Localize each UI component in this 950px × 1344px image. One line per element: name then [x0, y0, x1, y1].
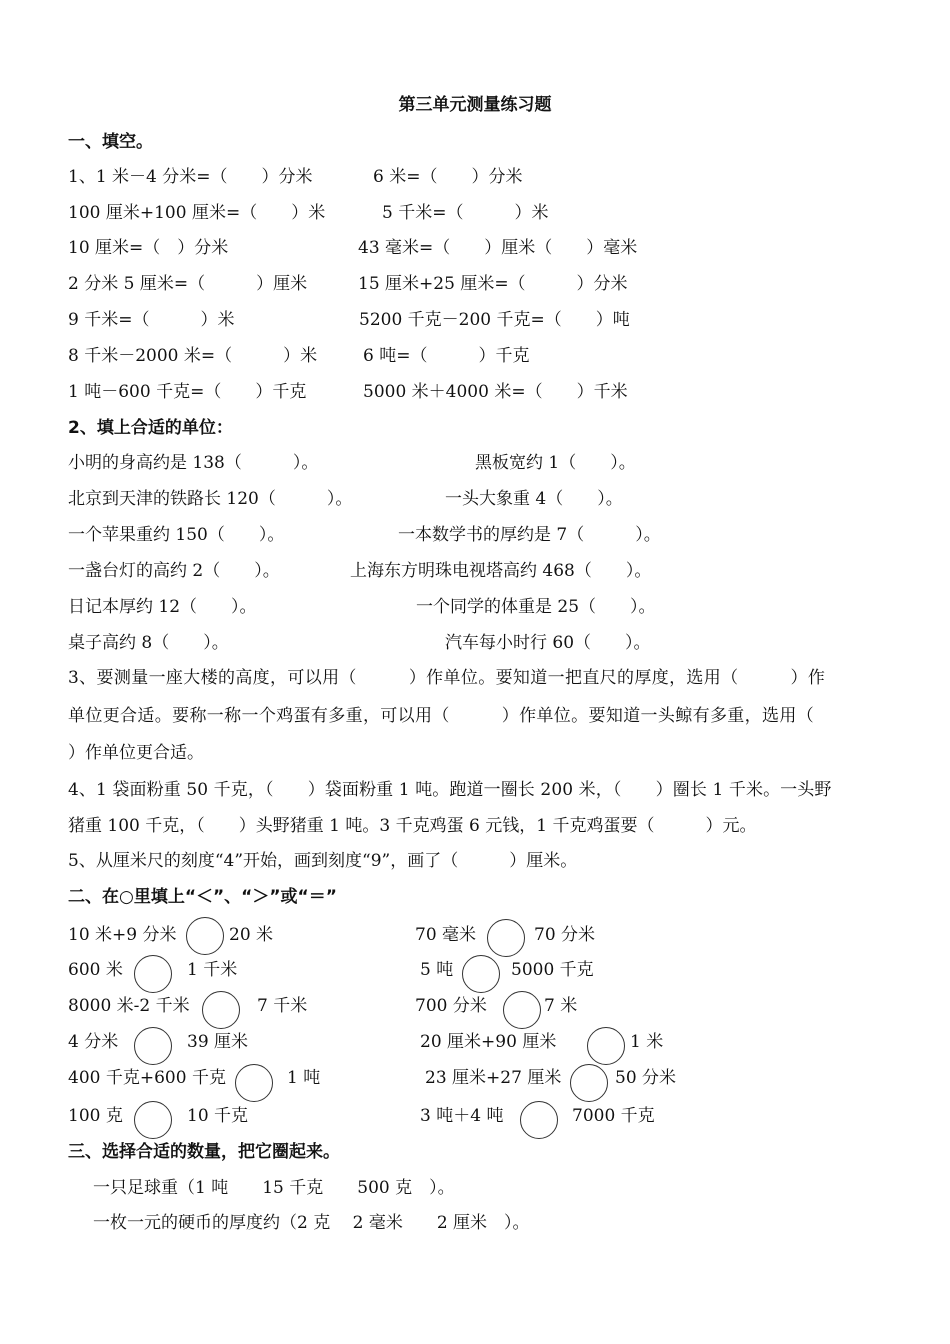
compare-4-b-right: 1 米: [630, 1032, 664, 1052]
q1-row-4-right: 15 厘米+25 厘米=（ ）分米: [358, 274, 628, 294]
q1-row-5-right: 5200 千克－200 千克=（ ）吨: [359, 310, 630, 330]
q1-row-3-left: 10 厘米=（ ）分米: [68, 238, 229, 258]
compare-1-a-right: 20 米: [229, 925, 274, 945]
q2-row-3-left: 一个苹果重约 150（ ）。: [68, 525, 285, 545]
q2-row-5-left: 日记本厚约 12（ ）。: [68, 597, 257, 617]
q2-row-2-right: 一头大象重 4（ ）。: [445, 489, 623, 509]
q1-row-2-right: 5 千米=（ ）米: [382, 203, 549, 223]
compare-4-a-left: 4 分米: [68, 1032, 119, 1052]
compare-2-b-left: 5 吨: [420, 960, 454, 980]
choice-line-1: 一只足球重（1 吨 15 千克 500 克 ）。: [93, 1178, 455, 1198]
answer-circle[interactable]: [503, 991, 541, 1029]
answer-circle[interactable]: [134, 955, 172, 993]
q1-row-1-left: 1、1 米－4 分米=（ ）分米: [68, 167, 313, 187]
compare-2-b-right: 5000 千克: [511, 960, 594, 980]
section-1-heading: 一、填空。: [68, 132, 153, 152]
compare-6-a-right: 10 千克: [187, 1106, 249, 1126]
q1-row-7-right: 5000 米＋4000 米=（ ）千米: [363, 382, 628, 402]
compare-2-a-left: 600 米: [68, 960, 123, 980]
compare-5-b-right: 50 分米: [615, 1068, 677, 1088]
page-title: 第三单元测量练习题: [398, 95, 552, 115]
q5-line: 5、从厘米尺的刻度“4”开始，画到刻度“9”，画了（ ）厘米。: [68, 851, 578, 871]
compare-4-b-left: 20 厘米+90 厘米: [420, 1032, 557, 1052]
answer-circle[interactable]: [134, 1027, 172, 1065]
compare-5-a-left: 400 千克+600 千克: [68, 1068, 226, 1088]
answer-circle[interactable]: [570, 1064, 608, 1102]
q1-row-6-right: 6 吨=（ ）千克: [363, 346, 530, 366]
q2-row-5-right: 一个同学的体重是 25（ ）。: [416, 597, 656, 617]
q2-row-4-left: 一盏台灯的高约 2（ ）。: [68, 561, 280, 581]
q3-line-2: 单位更合适。要称一称一个鸡蛋有多重，可以用（ ）作单位。要知道一头鲸有多重，选用（: [68, 706, 815, 726]
answer-circle[interactable]: [202, 991, 240, 1029]
q2-row-2-left: 北京到天津的铁路长 120（ ）。: [68, 489, 353, 509]
compare-3-a-right: 7 千米: [257, 996, 308, 1016]
compare-1-b-left: 70 毫米: [415, 925, 477, 945]
q1-row-7-left: 1 吨－600 千克=（ ）千克: [68, 382, 307, 402]
answer-circle[interactable]: [520, 1101, 558, 1139]
compare-6-a-left: 100 克: [68, 1106, 123, 1126]
answer-circle[interactable]: [462, 955, 500, 993]
compare-6-b-left: 3 吨＋4 吨: [420, 1106, 504, 1126]
q1-row-5-left: 9 千米=（ ）米: [68, 310, 235, 330]
q2-row-1-right: 黑板宽约 1（ ）。: [475, 453, 636, 473]
q2-row-1-left: 小明的身高约是 138（ ）。: [68, 453, 319, 473]
compare-6-b-right: 7000 千克: [572, 1106, 655, 1126]
q4-line-2: 猪重 100 千克，（ ）头野猪重 1 吨。3 千克鸡蛋 6 元钱，1 千克鸡蛋要（ ）元。: [68, 816, 757, 836]
compare-3-a-left: 8000 米-2 千米: [68, 996, 190, 1016]
answer-circle[interactable]: [186, 917, 224, 955]
section-2-heading: 二、在○里填上“＜”、“＞”或“＝”: [68, 887, 337, 907]
compare-4-a-right: 39 厘米: [187, 1032, 249, 1052]
q2-heading: 2、填上合适的单位：: [68, 418, 233, 438]
section-3-heading: 三、选择合适的数量，把它圈起来。: [68, 1142, 340, 1162]
answer-circle[interactable]: [487, 919, 525, 957]
compare-3-b-left: 700 分米: [415, 996, 487, 1016]
q3-line-1: 3、要测量一座大楼的高度，可以用（ ）作单位。要知道一把直尺的厚度，选用（ ）作: [68, 668, 826, 688]
q1-row-1-right: 6 米=（ ）分米: [373, 167, 523, 187]
q2-row-4-right: 上海东方明珠电视塔高约 468（ ）。: [350, 561, 652, 581]
compare-2-a-right: 1 千米: [187, 960, 238, 980]
q2-row-3-right: 一本数学书的厚约是 7（ ）。: [398, 525, 661, 545]
q1-row-6-left: 8 千米－2000 米=（ ）米: [68, 346, 318, 366]
choice-line-2: 一枚一元的硬币的厚度约（2 克 2 毫米 2 厘米 ）。: [93, 1213, 530, 1233]
compare-5-b-left: 23 厘米+27 厘米: [425, 1068, 562, 1088]
compare-1-b-right: 70 分米: [534, 925, 596, 945]
compare-3-b-right: 7 米: [544, 996, 578, 1016]
q1-row-4-left: 2 分米 5 厘米=（ ）厘米: [68, 274, 308, 294]
compare-5-a-right: 1 吨: [287, 1068, 321, 1088]
answer-circle[interactable]: [587, 1027, 625, 1065]
q1-row-2-left: 100 厘米+100 厘米=（ ）米: [68, 203, 326, 223]
q4-line-1: 4、1 袋面粉重 50 千克，（ ）袋面粉重 1 吨。跑道一圈长 200 米，（ ）圈长 1 千米。一头野: [68, 780, 832, 800]
answer-circle[interactable]: [235, 1064, 273, 1102]
compare-1-a-left: 10 米+9 分米: [68, 925, 177, 945]
q3-line-3: ）作单位更合适。: [68, 743, 204, 763]
q2-row-6-left: 桌子高约 8（ ）。: [68, 633, 229, 653]
answer-circle[interactable]: [134, 1101, 172, 1139]
q1-row-3-right: 43 毫米=（ ）厘米（ ）毫米: [358, 238, 638, 258]
q2-row-6-right: 汽车每小时行 60（ ）。: [445, 633, 651, 653]
